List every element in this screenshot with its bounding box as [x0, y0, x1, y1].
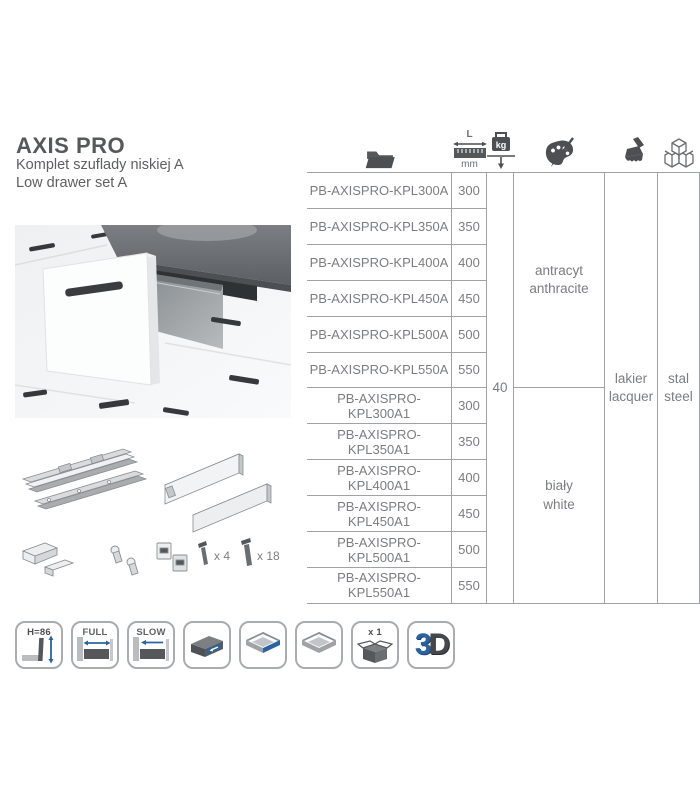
length-value-cell: 500: [452, 532, 487, 568]
page-title: AXIS PRO: [16, 133, 126, 158]
finish-cell: [605, 173, 658, 604]
product-code-cell: PB-AXISPRO-KPL450A: [307, 281, 452, 317]
drawer-height-icon: [15, 621, 63, 669]
length-unit-top: L: [466, 129, 473, 140]
product-photo: [15, 225, 291, 418]
product-code-cell: PB-AXISPRO-KPL400A: [307, 245, 452, 281]
drawer-sides-drawing: [165, 454, 271, 532]
length-value-cell: 350: [452, 209, 487, 245]
product-code-cell: PB-AXISPRO-KPL550A1: [307, 568, 452, 604]
fittings-drawing: [23, 543, 187, 576]
technical-drawings: [15, 443, 293, 595]
svg-text:kg: kg: [495, 140, 506, 150]
finish-en: lacquer: [608, 388, 654, 404]
material-cubes-icon: [662, 136, 696, 170]
material-en: steel: [664, 388, 693, 404]
load-capacity-cell: [487, 173, 514, 604]
product-table: [307, 172, 700, 604]
soft-close-icon: [127, 621, 175, 669]
palette-icon: [542, 136, 578, 170]
subtitle-en: Low drawer set A: [16, 174, 128, 191]
product-code-cell: PB-AXISPRO-KPL550A: [307, 353, 452, 389]
length-value-cell: 550: [452, 353, 487, 389]
product-code-cell: PB-AXISPRO-KPL450A1: [307, 496, 452, 532]
color-anthracite-cell: [514, 173, 605, 388]
length-value-cell: 450: [452, 496, 487, 532]
product-code-cell: PB-AXISPRO-KPL300A1: [307, 388, 452, 424]
color-white-cell: [514, 388, 605, 603]
package-quantity-label: x 1: [368, 627, 382, 638]
logo-3d-icon: [407, 621, 455, 669]
brush-icon: [615, 136, 649, 170]
subtitle-pl: Komplet szuflady niskiej A: [16, 157, 184, 174]
material-cell: [658, 173, 700, 604]
color-pl: antracyt: [534, 263, 584, 278]
title-block: [16, 134, 184, 192]
package-quantity-icon: [351, 621, 399, 669]
color-pl: biały: [545, 478, 573, 494]
full-extension-icon: [71, 621, 119, 669]
length-value-cell: 500: [452, 317, 487, 353]
feature-icons-row: [15, 621, 455, 669]
color-en: white: [543, 496, 575, 512]
logo-3: 3: [414, 628, 429, 661]
logo-d: D: [428, 628, 448, 661]
color-en: anthracite: [529, 281, 589, 297]
length-value-cell: 300: [452, 173, 487, 209]
slide-rails-drawing: [23, 449, 146, 509]
weight-icon: [486, 128, 516, 170]
table-header-icons: [307, 126, 700, 172]
product-code-cell: PB-AXISPRO-KPL500A: [307, 317, 452, 353]
screw-count-small: x 4: [214, 549, 231, 563]
drawer-box-gray-icon: [295, 621, 343, 669]
full-extension-label: FULL: [82, 627, 108, 638]
finish-pl: lakier: [614, 370, 648, 386]
length-unit-bottom: mm: [461, 159, 478, 170]
height-label: H=86: [27, 627, 51, 638]
product-code-cell: PB-AXISPRO-KPL300A: [307, 173, 452, 209]
load-capacity-value: 40: [492, 379, 508, 395]
length-value-cell: 400: [452, 460, 487, 496]
length-value-cell: 300: [452, 388, 487, 424]
material-pl: stal: [667, 370, 689, 386]
length-value-cell: 400: [452, 245, 487, 281]
length-value-cell: 550: [452, 568, 487, 604]
slide-unit-icon: [183, 621, 231, 669]
product-code-cell: PB-AXISPRO-KPL500A1: [307, 532, 452, 568]
screw-count-large: x 18: [257, 549, 280, 563]
length-value-cell: 450: [452, 281, 487, 317]
product-code-cell: PB-AXISPRO-KPL400A1: [307, 460, 452, 496]
length-value-cell: 350: [452, 424, 487, 460]
soft-close-label: SLOW: [136, 627, 166, 638]
product-code-cell: PB-AXISPRO-KPL350A1: [307, 424, 452, 460]
length-ruler-icon: [450, 130, 490, 170]
product-code-cell: PB-AXISPRO-KPL350A: [307, 209, 452, 245]
folder-icon: [364, 146, 396, 170]
drawer-box-blue-front-icon: [239, 621, 287, 669]
